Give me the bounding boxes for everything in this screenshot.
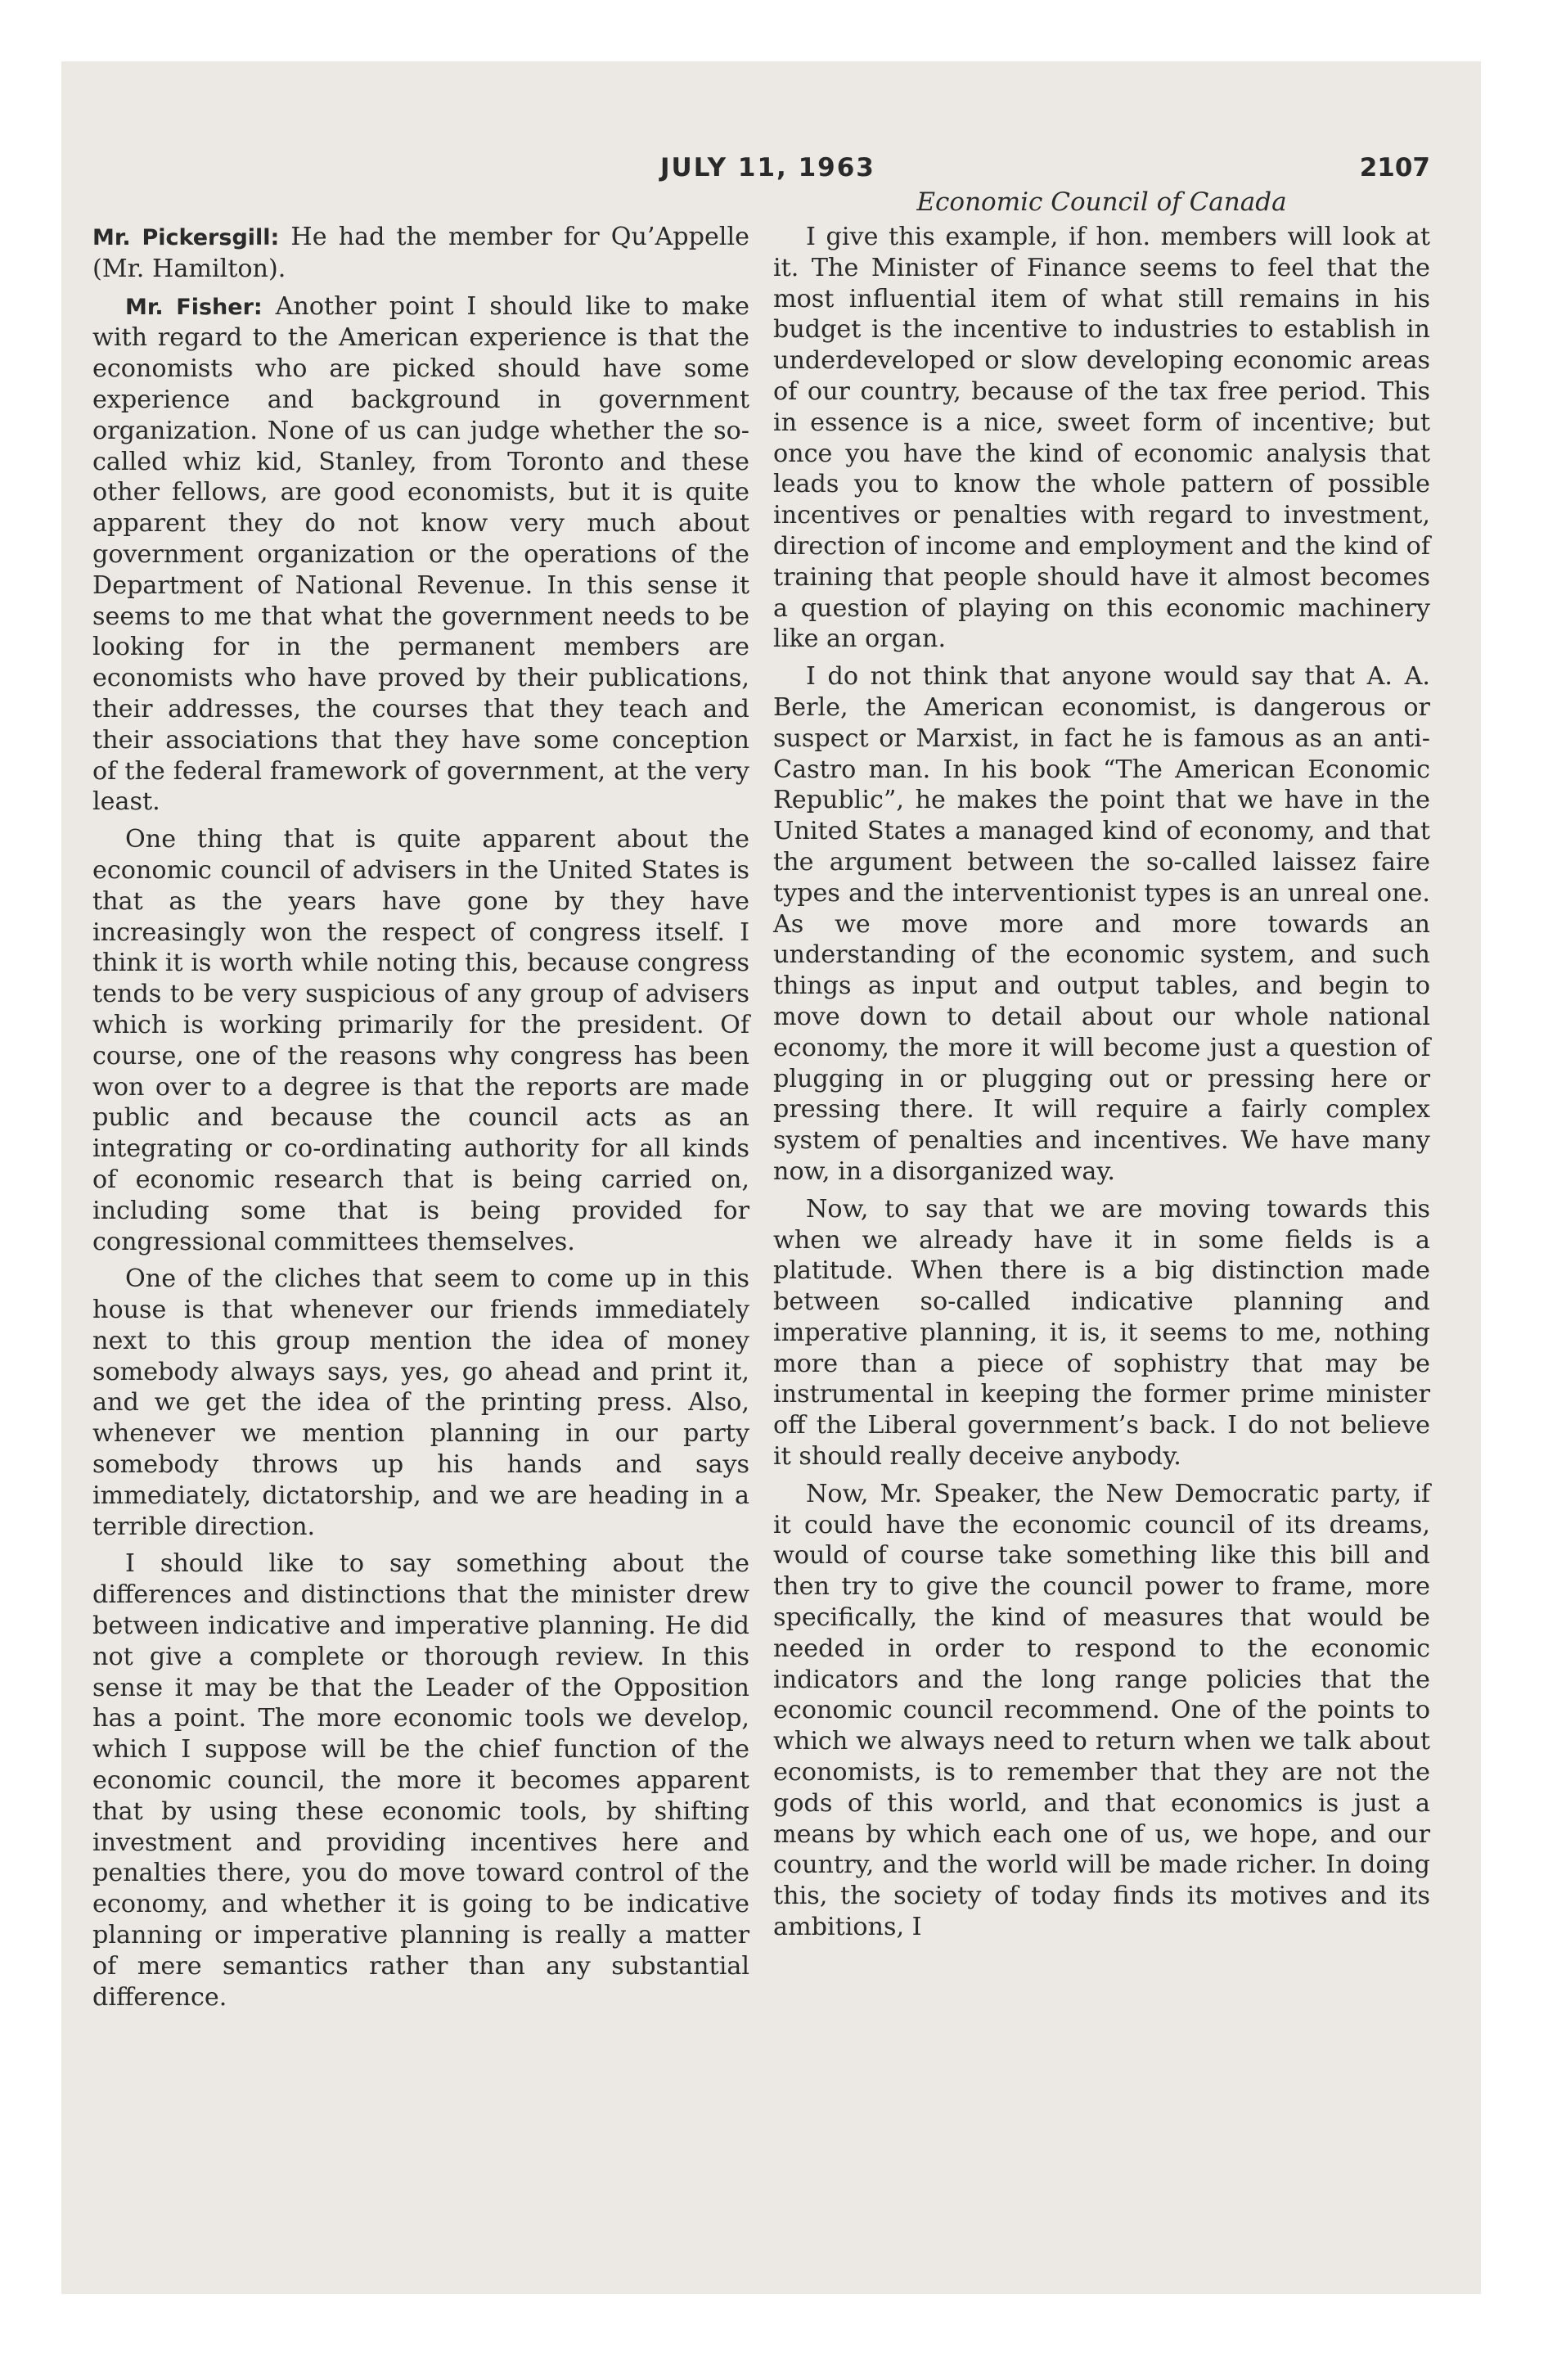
paragraph-pickersgill [92, 222, 749, 285]
document-page [61, 61, 1481, 2294]
paragraph-text: He had the member for Qu’Appelle (Mr. Hamilton). [92, 223, 749, 283]
paragraph: Now, Mr. Speaker, the New Democratic party, if it could have the economic council of its dreams, would of course take something like this bill and then try to give the council power to frame, more specifically, the kind of measures that would be needed in order to respond to the economic indicators and the long range policies that the economic council recommend. One of the points to which we always need to return when we talk about economists, is to remember that they are not the gods of this world, and that economics is just a means by which each one of us, we hope, and our country, and the world will be made richer. In doing this, the society of today finds its motives and its ambitions, I [773, 1479, 1430, 1942]
right-column [773, 222, 1430, 1943]
page-number: 2107 [1359, 153, 1430, 183]
paragraph: One of the cliches that seem to come up in this house is that whenever our friends immediately next to this group mention the idea of money somebody always says, yes, go ahead and print it, and we get the idea of the printing press. Also, whenever we mention planning in our party somebody throws up his hands and says immediately, dictatorship, and we are heading in a terrible direction. [92, 1264, 749, 1541]
left-column [92, 222, 749, 2013]
paragraph-fisher [92, 291, 749, 818]
paragraph: I give this example, if hon. members will look at it. The Minister of Finance seems to feel that the most influential item of what still remains in his budget is the incentive to industries to establish in underdeveloped or slow developing economic areas of our country, because of the tax free period. This in essence is a nice, sweet form of incentive; but once you have the kind of economic analysis that leads you to know the whole pattern of possible incentives or penalties with regard to investment, direction of income and employment and the kind of training that people should have it almost becomes a question of playing on this economic machinery like an organ. [773, 223, 1430, 654]
speaker-name: Mr. Pickersgill: [92, 225, 280, 250]
paragraph: Now, to say that we are moving towards this when we already have it in some fields is a platitude. When there is a big distinction made between so-called indicative planning and imperative planning, it is, it seems to me, nothing more than a piece of sophistry that may be instrumental in keeping the former prime minister off the Liberal government’s back. I do not believe it should really deceive anybody. [773, 1194, 1430, 1472]
paragraph: One thing that is quite apparent about the economic council of advisers in the United States is that as the years have gone by they have increasingly won the respect of congress itself. I think it is worth while noting this, because congress tends to be very suspicious of any group of advisers which is working primarily for the president. Of course, one of the reasons why congress has been won over to a degree is that the reports are made public and because the council acts as an integrating or co-ordinating authority for all kinds of economic research that is being carried on, including some that is being provided for congressional committees themselves. [92, 825, 749, 1256]
speaker-name: Mr. Fisher: [125, 294, 263, 320]
page-date: JULY 11, 1963 [660, 153, 875, 183]
paragraph: I do not think that anyone would say that A. A. Berle, the American economist, is dangerous or suspect or Marxist, in fact he is famous as an anti-Castro man. In his book “The American Economic Republic”, he makes the point that we have in the United States a managed kind of economy, and that the argument between the so-called laissez faire types and the interventionist types is an unreal one. As we move more and more towards an understanding of the economic system, and such things as input and output tables, and begin to move down to detail about our whole national economy, the more it will become just a question of plugging in or plugging out or pressing here or pressing there. It will require a fairly complex system of penalties and incentives. We have many now, in a disorganized way. [773, 662, 1430, 1186]
paragraph-text: Another point I should like to make with regard to the American experience is that the economists who are picked should have some experience and background in government organization. None of us can judge whether the so-called whiz kid, Stanley, from Toronto and these other fellows, are good economists, but it is quite apparent they do not know very much about government organization or the operations of the Department of National Revenue. In this sense it seems to me that what the government needs to be looking for in the permanent members are economists who have proved by their publications, their addresses, the courses that they teach and their associations that they have some conception of the federal framework of government, at the very least. [92, 291, 749, 817]
running-subject-title: Economic Council of Canada [916, 187, 1287, 217]
paragraph: I should like to say something about the differences and distinctions that the minister drew between indicative and imperative planning. He did not give a complete or thorough review. In this sense it may be that the Leader of the Opposition has a point. The more economic tools we develop, which I suppose will be the chief function of the economic council, the more it becomes apparent that by using these economic tools, by shifting investment and providing incentives here and penalties there, you do move toward control of the economy, and whether it is going to be indicative planning or imperative planning is really a matter of mere semantics rather than any substantial difference. [92, 1549, 749, 2012]
